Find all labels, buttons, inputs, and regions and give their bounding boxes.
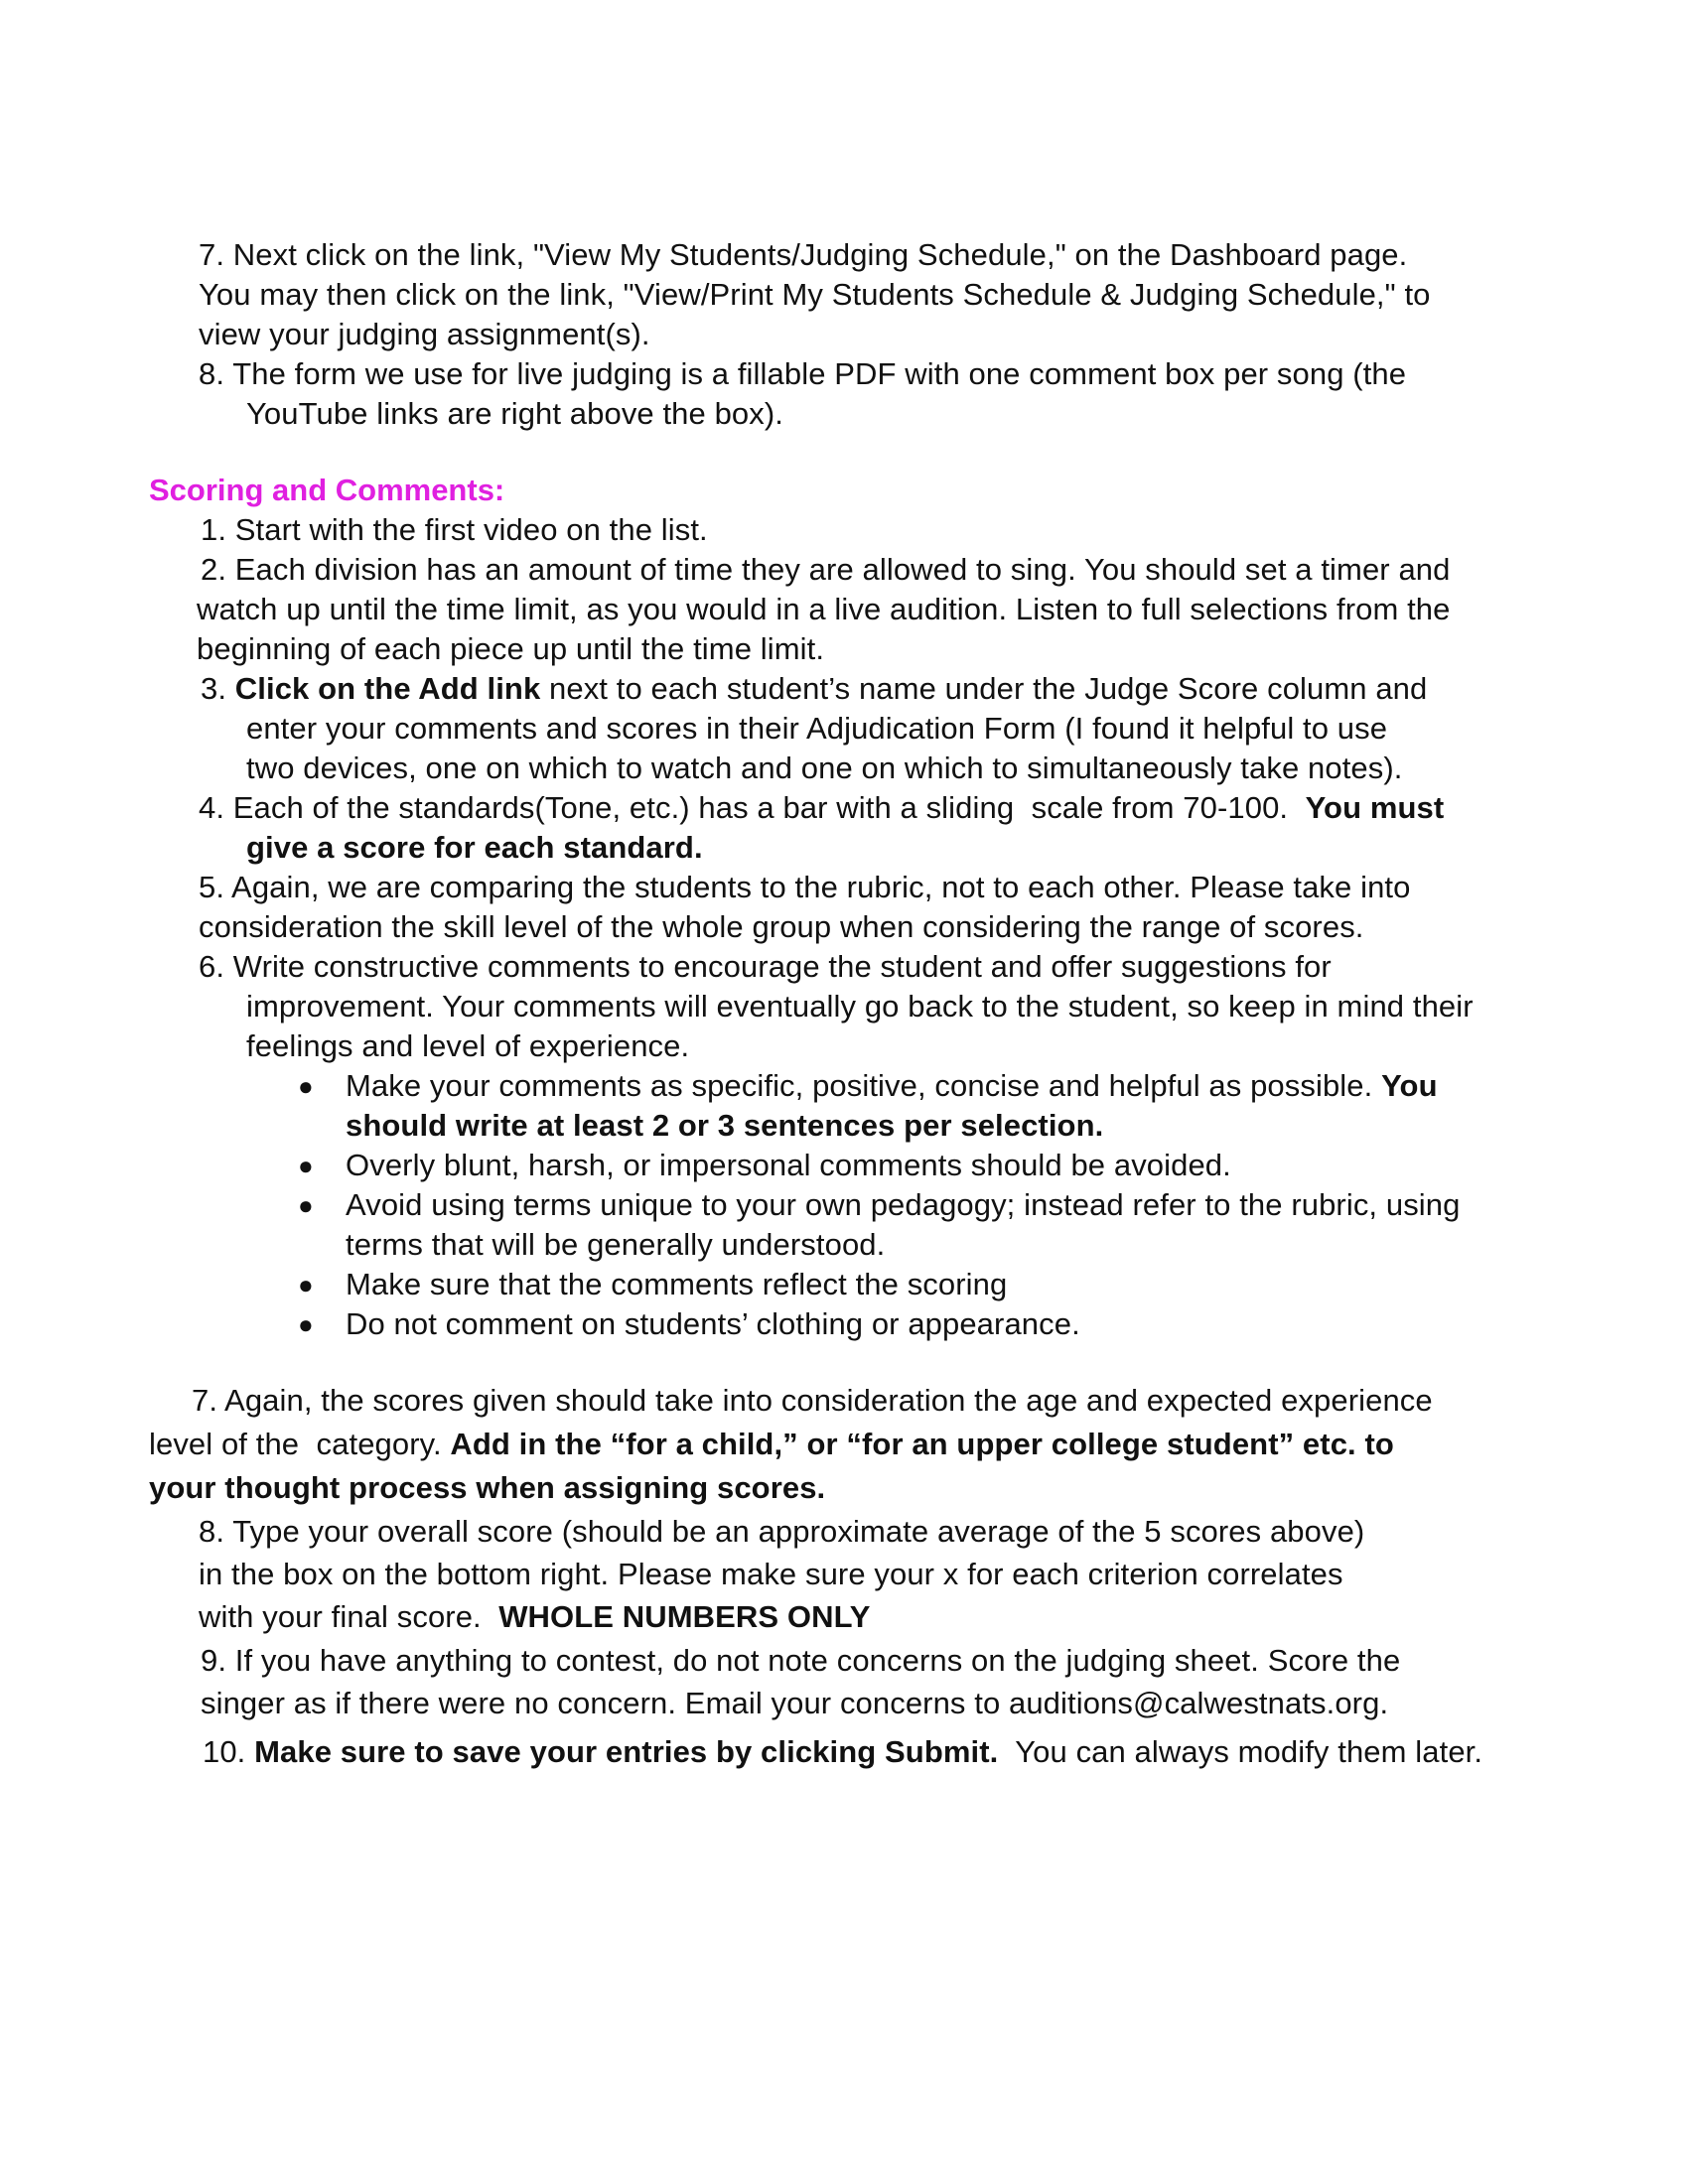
item10-rest: You can always modify them later.: [998, 1734, 1483, 1769]
item4-bold1: You must: [1305, 790, 1445, 825]
item7-line2: [149, 1426, 1394, 1463]
bullet1-line2: [346, 1107, 1103, 1145]
item7-line1: 7. Again, the scores given should take into consideration the age and expected experience: [192, 1383, 1433, 1418]
item2-line2: watch up until the time limit, as you would in a live audition. Listen to full selections from the: [197, 592, 1451, 626]
item4-bold2: give a score for each standard.: [246, 830, 703, 865]
item3-line3: two devices, one on which to watch and one on which to simultaneously take notes).: [246, 751, 1403, 785]
intro-item7-line2: You may then click on the link, "View/Print My Students Schedule & Judging Schedule," to: [199, 277, 1431, 312]
bullet-icon: ●: [298, 1309, 314, 1339]
item3-rest: next to each student’s name under the Judge Score column and: [540, 671, 1428, 706]
bullet-icon: ●: [298, 1071, 314, 1101]
item8-text: with your final score.: [199, 1599, 499, 1634]
item6-line2: improvement. Your comments will eventually go back to the student, so keep in mind their: [246, 989, 1474, 1024]
item10-line1: [203, 1733, 1482, 1771]
bullet3-line2: terms that will be generally understood.: [346, 1227, 886, 1262]
item3-bold: Click on the Add link: [234, 671, 541, 706]
item4-line2: [246, 829, 703, 867]
item2-line3: beginning of each piece up until the time limit.: [197, 631, 825, 666]
item5-line1: 5. Again, we are comparing the students to the rubric, not to each other. Please take into: [199, 870, 1411, 904]
bullet3-line1: Avoid using terms unique to your own pedagogy; instead refer to the rubric, using: [346, 1187, 1461, 1222]
item8-line3: [199, 1598, 871, 1636]
item8-line1: 8. Type your overall score (should be an approximate average of the 5 scores above): [199, 1514, 1365, 1549]
bullet2-line1: Overly blunt, harsh, or impersonal comments should be avoided.: [346, 1148, 1231, 1182]
item6-line1: 6. Write constructive comments to encourage the student and offer suggestions for: [199, 949, 1332, 984]
item2-line1: 2. Each division has an amount of time they are allowed to sing. You should set a timer and: [201, 552, 1451, 587]
intro-item7-line1: 7. Next click on the link, "View My Students/Judging Schedule," on the Dashboard page.: [199, 237, 1408, 272]
item9-line2: singer as if there were no concern. Email your concerns to auditions@calwestnats.org.: [201, 1686, 1389, 1720]
item7-bold1: Add in the “for a child,” or “for an upper college student” etc. to: [450, 1427, 1394, 1461]
item4-text: 4. Each of the standards(Tone, etc.) has a bar with a sliding scale from 70-100.: [199, 790, 1306, 825]
item10-number: 10.: [203, 1734, 255, 1769]
bullet4-line1: Make sure that the comments reflect the scoring: [346, 1267, 1008, 1301]
intro-item8-line1: 8. The form we use for live judging is a fillable PDF with one comment box per song (the: [199, 356, 1407, 391]
item8-line2: in the box on the bottom right. Please make sure your x for each criterion correlates: [199, 1557, 1343, 1591]
item7-text: level of the category.: [149, 1427, 451, 1461]
item7-line3: [149, 1469, 825, 1507]
item3-number: 3.: [201, 671, 227, 706]
item7-bold2: your thought process when assigning scores.: [149, 1470, 826, 1505]
intro-item7-line3: view your judging assignment(s).: [199, 317, 650, 351]
item4-line1: [199, 789, 1444, 827]
bullet1-text: Make your comments as specific, positive, concise and helpful as possible.: [346, 1068, 1382, 1103]
bullet5-line1: Do not comment on students’ clothing or appearance.: [346, 1306, 1080, 1341]
item9-line1: 9. If you have anything to contest, do not note concerns on the judging sheet. Score the: [201, 1643, 1401, 1678]
item5-line2: consideration the skill level of the whole group when considering the range of scores.: [199, 909, 1364, 944]
item8-bold: WHOLE NUMBERS ONLY: [498, 1599, 871, 1634]
section-heading: Scoring and Comments:: [149, 473, 505, 507]
item6-line3: feelings and level of experience.: [246, 1028, 690, 1063]
item3-line1: [201, 670, 1427, 708]
bullet1-bold2: should write at least 2 or 3 sentences per selection.: [346, 1108, 1104, 1143]
bullet1-line1: [346, 1067, 1438, 1105]
item10-bold: Make sure to save your entries by clicking Submit.: [254, 1734, 999, 1769]
bullet-icon: ●: [298, 1190, 314, 1220]
item3-line2: enter your comments and scores in their Adjudication Form (I found it helpful to use: [246, 711, 1388, 746]
bullet1-bold1: You: [1381, 1068, 1438, 1103]
intro-item8-line2: YouTube links are right above the box).: [246, 396, 783, 431]
item1-line1: 1. Start with the first video on the list.: [201, 512, 708, 547]
bullet-icon: ●: [298, 1151, 314, 1180]
bullet-icon: ●: [298, 1270, 314, 1299]
